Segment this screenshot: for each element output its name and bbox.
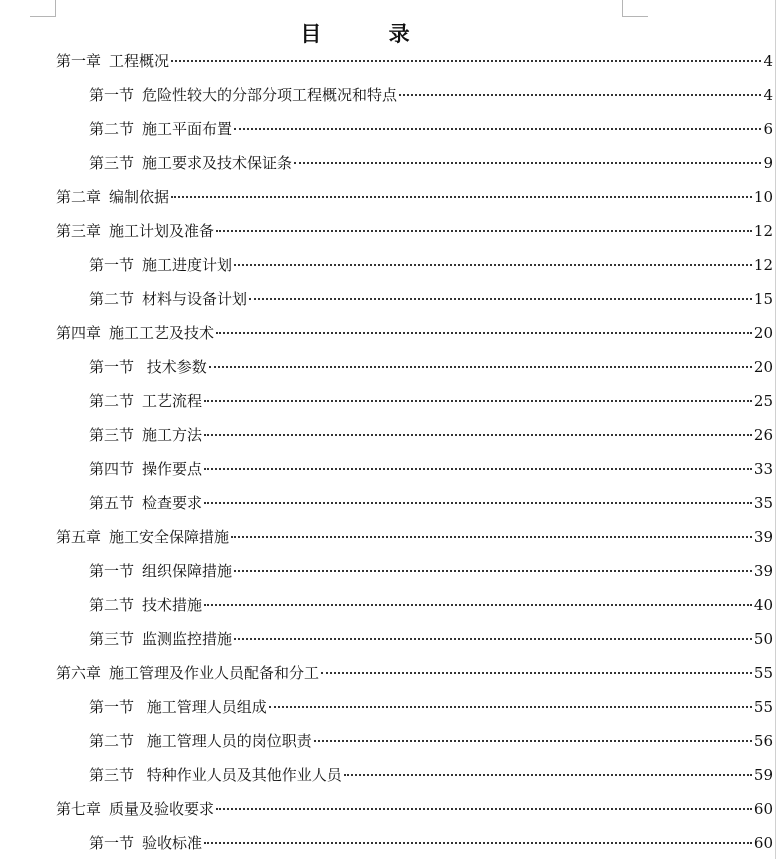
toc-page-number: 12 — [753, 256, 773, 274]
toc-dot-leader — [269, 705, 752, 708]
toc-entry-number: 第一节 — [89, 834, 135, 852]
toc-entry-number: 第一节 — [89, 562, 135, 580]
toc-entry-title: 监测监控措施 — [142, 630, 233, 648]
toc-dot-leader — [231, 535, 752, 538]
toc-dot-leader — [249, 297, 752, 300]
toc-dot-leader — [209, 365, 752, 368]
toc-dot-leader — [171, 59, 761, 62]
toc-entry-number: 第七章 — [56, 800, 102, 818]
toc-entry-number: 第一章 — [56, 52, 102, 70]
toc-entry-title: 施工管理人员的岗位职责 — [142, 732, 312, 750]
toc-section-entry[interactable] — [89, 831, 773, 855]
toc-section-entry[interactable] — [89, 627, 773, 651]
toc-page-number: 4 — [763, 86, 773, 104]
toc-section-entry[interactable] — [89, 151, 773, 175]
toc-page-number: 26 — [753, 426, 773, 444]
toc-dot-leader — [234, 637, 752, 640]
toc-section-entry[interactable] — [89, 457, 773, 481]
toc-page-number: 9 — [763, 154, 773, 172]
toc-entry-number: 第一节 — [89, 358, 135, 376]
toc-dot-leader — [344, 773, 752, 776]
toc-dot-leader — [171, 195, 752, 198]
toc-entry-title: 施工计划及准备 — [109, 222, 215, 240]
toc-entry-number: 第二节 — [89, 732, 135, 750]
toc-section-entry[interactable] — [89, 389, 773, 413]
toc-entry-title: 验收标准 — [142, 834, 203, 852]
toc-dot-leader — [234, 569, 752, 572]
toc-page-number: 20 — [753, 358, 773, 376]
toc-chapter-entry[interactable] — [56, 185, 773, 209]
toc-section-entry[interactable] — [89, 117, 773, 141]
toc-section-entry[interactable] — [89, 695, 773, 719]
toc-dot-leader — [204, 467, 752, 470]
toc-entry-title: 技术参数 — [142, 358, 207, 376]
toc-entry-title: 施工工艺及技术 — [109, 324, 215, 342]
toc-chapter-entry[interactable] — [56, 219, 773, 243]
toc-dot-leader — [204, 399, 752, 402]
toc-entry-title: 工艺流程 — [142, 392, 203, 410]
toc-page-number: 59 — [753, 766, 773, 784]
toc-section-entry[interactable] — [89, 423, 773, 447]
toc-entry-title: 检查要求 — [142, 494, 203, 512]
toc-entry-title: 编制依据 — [109, 188, 170, 206]
toc-entry-number: 第三节 — [89, 766, 135, 784]
toc-entry-number: 第三节 — [89, 630, 135, 648]
toc-page-number: 4 — [763, 52, 773, 70]
toc-entry-number: 第二节 — [89, 290, 135, 308]
crop-mark-top-left — [55, 0, 56, 16]
toc-page-number: 35 — [753, 494, 773, 512]
toc-page-number: 50 — [753, 630, 773, 648]
toc-section-entry[interactable] — [89, 559, 773, 583]
toc-dot-leader — [314, 739, 752, 742]
toc-entry-title: 质量及验收要求 — [109, 800, 215, 818]
crop-mark-top-left — [30, 16, 56, 17]
toc-entry-number: 第四节 — [89, 460, 135, 478]
toc-dot-leader — [204, 501, 752, 504]
toc-entry-number: 第一节 — [89, 256, 135, 274]
toc-entry-number: 第二节 — [89, 392, 135, 410]
toc-entry-number: 第六章 — [56, 664, 102, 682]
toc-entry-title: 施工平面布置 — [142, 120, 233, 138]
toc-dot-leader — [234, 127, 761, 130]
toc-dot-leader — [321, 671, 752, 674]
toc-entry-title: 施工方法 — [142, 426, 203, 444]
toc-page-number: 6 — [763, 120, 773, 138]
toc-entry-title: 技术措施 — [142, 596, 203, 614]
toc-page-number: 55 — [753, 698, 773, 716]
toc-entry-number: 第五节 — [89, 494, 135, 512]
toc-entry-number: 第五章 — [56, 528, 102, 546]
toc-page-number: 40 — [753, 596, 773, 614]
toc-chapter-entry[interactable] — [56, 661, 773, 685]
toc-dot-leader — [294, 161, 761, 164]
toc-dot-leader — [234, 263, 752, 266]
toc-section-entry[interactable] — [89, 491, 773, 515]
toc-page-number: 39 — [753, 562, 773, 580]
toc-entry-number: 第二章 — [56, 188, 102, 206]
toc-section-entry[interactable] — [89, 287, 773, 311]
toc-dot-leader — [204, 841, 752, 844]
toc-page-number: 10 — [753, 188, 773, 206]
toc-page-number: 12 — [753, 222, 773, 240]
toc-entry-title: 工程概况 — [109, 52, 170, 70]
toc-entry-number: 第三节 — [89, 426, 135, 444]
toc-entry-title: 操作要点 — [142, 460, 203, 478]
toc-entry-title: 施工安全保障措施 — [109, 528, 230, 546]
toc-chapter-entry[interactable] — [56, 49, 773, 73]
page-right-margin-line — [775, 0, 776, 859]
toc-chapter-entry[interactable] — [56, 321, 773, 345]
toc-page-number: 39 — [753, 528, 773, 546]
toc-section-entry[interactable] — [89, 593, 773, 617]
toc-section-entry[interactable] — [89, 83, 773, 107]
toc-page-number: 60 — [753, 834, 773, 852]
toc-dot-leader — [399, 93, 761, 96]
toc-entry-title: 施工进度计划 — [142, 256, 233, 274]
toc-entry-title: 组织保障措施 — [142, 562, 233, 580]
toc-entry-number: 第三节 — [89, 154, 135, 172]
toc-entry-number: 第一节 — [89, 86, 135, 104]
crop-mark-top-right — [622, 16, 648, 17]
toc-page-number: 55 — [753, 664, 773, 682]
toc-entry-number: 第一节 — [89, 698, 135, 716]
toc-entry-title: 施工管理及作业人员配备和分工 — [109, 664, 320, 682]
toc-entry-title: 施工管理人员组成 — [142, 698, 267, 716]
toc-dot-leader — [204, 433, 752, 436]
toc-section-entry[interactable] — [89, 355, 773, 379]
toc-page-number: 33 — [753, 460, 773, 478]
toc-dot-leader — [216, 331, 752, 334]
toc-chapter-entry[interactable] — [56, 525, 773, 549]
toc-title: 目 录 — [300, 21, 440, 46]
toc-dot-leader — [204, 603, 752, 606]
toc-entry-title: 危险性较大的分部分项工程概况和特点 — [142, 86, 398, 104]
toc-page-number: 56 — [753, 732, 773, 750]
toc-entry-number: 第四章 — [56, 324, 102, 342]
toc-page-number: 60 — [753, 800, 773, 818]
toc-entry-title: 特种作业人员及其他作业人员 — [142, 766, 342, 784]
toc-entry-number: 第三章 — [56, 222, 102, 240]
toc-entry-number: 第二节 — [89, 596, 135, 614]
toc-chapter-entry[interactable] — [56, 797, 773, 821]
toc-page-number: 25 — [753, 392, 773, 410]
toc-page-number: 15 — [753, 290, 773, 308]
toc-section-entry[interactable] — [89, 763, 773, 787]
toc-entry-number: 第二节 — [89, 120, 135, 138]
toc-section-entry[interactable] — [89, 253, 773, 277]
crop-mark-top-right — [622, 0, 623, 16]
toc-section-entry[interactable] — [89, 729, 773, 753]
toc-entry-title: 施工要求及技术保证条 — [142, 154, 293, 172]
toc-dot-leader — [216, 229, 752, 232]
toc-entry-title: 材料与设备计划 — [142, 290, 248, 308]
toc-page-number: 20 — [753, 324, 773, 342]
toc-dot-leader — [216, 807, 752, 810]
